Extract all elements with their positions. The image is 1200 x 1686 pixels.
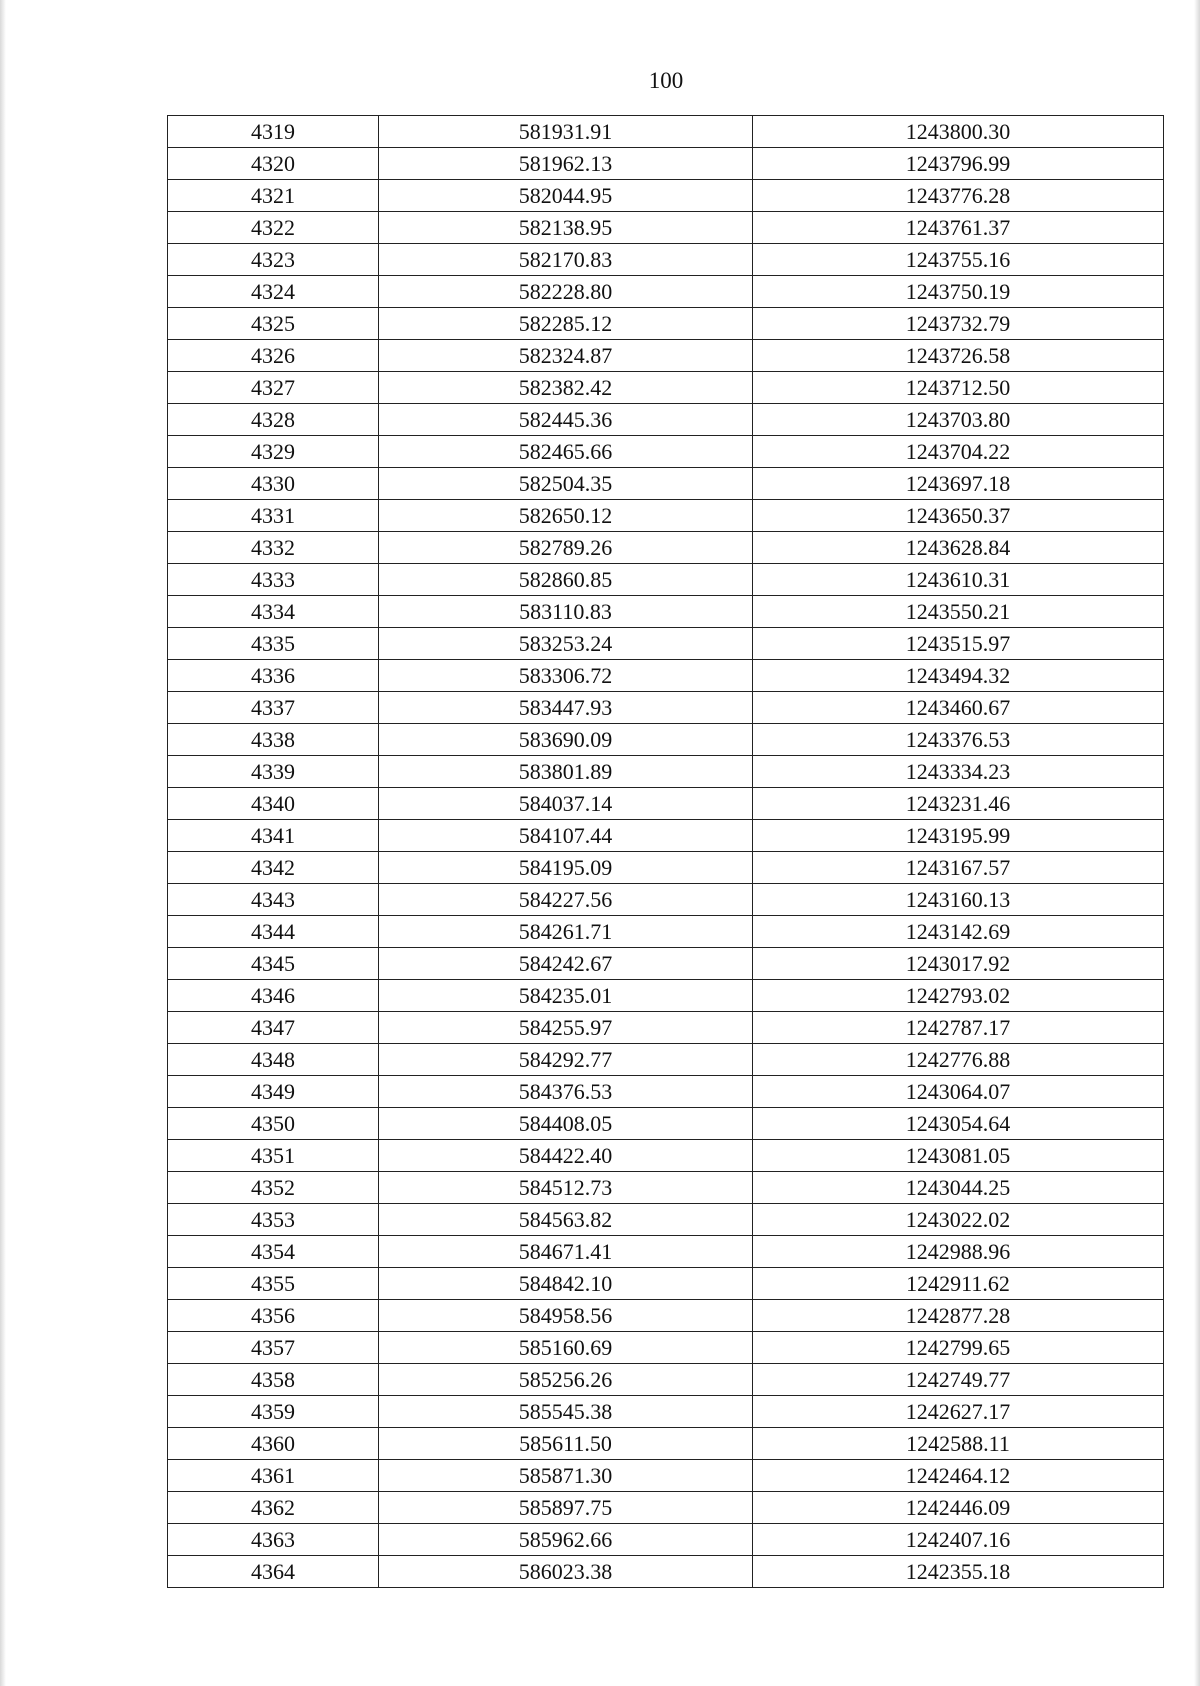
point-number-cell: 4348: [168, 1044, 379, 1076]
y-coordinate-cell: 1243750.19: [753, 276, 1164, 308]
x-coordinate-cell: 582860.85: [379, 564, 753, 596]
x-coordinate-cell: 585611.50: [379, 1428, 753, 1460]
table-row: [168, 468, 1164, 500]
y-coordinate-cell: 1243726.58: [753, 340, 1164, 372]
table-row: [168, 1460, 1164, 1492]
point-number-cell: 4332: [168, 532, 379, 564]
table-row: [168, 372, 1164, 404]
point-number-cell: 4350: [168, 1108, 379, 1140]
x-coordinate-cell: 581931.91: [379, 116, 753, 148]
x-coordinate-cell: 583447.93: [379, 692, 753, 724]
point-number-cell: 4347: [168, 1012, 379, 1044]
y-coordinate-cell: 1243650.37: [753, 500, 1164, 532]
x-coordinate-cell: 584227.56: [379, 884, 753, 916]
point-number-cell: 4321: [168, 180, 379, 212]
x-coordinate-cell: 584261.71: [379, 916, 753, 948]
x-coordinate-cell: 582138.95: [379, 212, 753, 244]
x-coordinate-cell: 581962.13: [379, 148, 753, 180]
point-number-cell: 4344: [168, 916, 379, 948]
y-coordinate-cell: 1243610.31: [753, 564, 1164, 596]
x-coordinate-cell: 582324.87: [379, 340, 753, 372]
point-number-cell: 4328: [168, 404, 379, 436]
point-number-cell: 4337: [168, 692, 379, 724]
point-number-cell: 4323: [168, 244, 379, 276]
x-coordinate-cell: 584422.40: [379, 1140, 753, 1172]
point-number-cell: 4361: [168, 1460, 379, 1492]
y-coordinate-cell: 1243494.32: [753, 660, 1164, 692]
table-row: [168, 596, 1164, 628]
x-coordinate-cell: 584512.73: [379, 1172, 753, 1204]
table-row: [168, 564, 1164, 596]
table-row: [168, 1204, 1164, 1236]
point-number-cell: 4334: [168, 596, 379, 628]
page-number: 100: [648, 68, 684, 93]
x-coordinate-cell: 582650.12: [379, 500, 753, 532]
y-coordinate-cell: 1243081.05: [753, 1140, 1164, 1172]
table-row: [168, 948, 1164, 980]
y-coordinate-cell: 1243231.46: [753, 788, 1164, 820]
y-coordinate-cell: 1243703.80: [753, 404, 1164, 436]
y-coordinate-cell: 1242877.28: [753, 1300, 1164, 1332]
y-coordinate-cell: 1243550.21: [753, 596, 1164, 628]
y-coordinate-cell: 1243064.07: [753, 1076, 1164, 1108]
x-coordinate-cell: 584376.53: [379, 1076, 753, 1108]
y-coordinate-cell: 1243697.18: [753, 468, 1164, 500]
y-coordinate-cell: 1243017.92: [753, 948, 1164, 980]
point-number-cell: 4360: [168, 1428, 379, 1460]
y-coordinate-cell: 1243022.02: [753, 1204, 1164, 1236]
table-row: [168, 1172, 1164, 1204]
point-number-cell: 4340: [168, 788, 379, 820]
y-coordinate-cell: 1243712.50: [753, 372, 1164, 404]
point-number-cell: 4353: [168, 1204, 379, 1236]
point-number-cell: 4362: [168, 1492, 379, 1524]
table-row: [168, 820, 1164, 852]
table-row: [168, 532, 1164, 564]
x-coordinate-cell: 585897.75: [379, 1492, 753, 1524]
y-coordinate-cell: 1242799.65: [753, 1332, 1164, 1364]
x-coordinate-cell: 585160.69: [379, 1332, 753, 1364]
table-row: [168, 1268, 1164, 1300]
point-number-cell: 4341: [168, 820, 379, 852]
y-coordinate-cell: 1242446.09: [753, 1492, 1164, 1524]
point-number-cell: 4342: [168, 852, 379, 884]
x-coordinate-cell: 584408.05: [379, 1108, 753, 1140]
table-row: [168, 1300, 1164, 1332]
y-coordinate-cell: 1243054.64: [753, 1108, 1164, 1140]
point-number-cell: 4358: [168, 1364, 379, 1396]
point-number-cell: 4322: [168, 212, 379, 244]
point-number-cell: 4331: [168, 500, 379, 532]
y-coordinate-cell: 1242464.12: [753, 1460, 1164, 1492]
table-row: [168, 852, 1164, 884]
point-number-cell: 4343: [168, 884, 379, 916]
y-coordinate-cell: 1243195.99: [753, 820, 1164, 852]
x-coordinate-cell: 583110.83: [379, 596, 753, 628]
table-row: [168, 1108, 1164, 1140]
point-number-cell: 4346: [168, 980, 379, 1012]
table-row: [168, 1012, 1164, 1044]
y-coordinate-cell: 1242355.18: [753, 1556, 1164, 1588]
table-row: [168, 1076, 1164, 1108]
table-row: [168, 1236, 1164, 1268]
x-coordinate-cell: 583306.72: [379, 660, 753, 692]
x-coordinate-cell: 584195.09: [379, 852, 753, 884]
x-coordinate-cell: 584958.56: [379, 1300, 753, 1332]
table-row: [168, 276, 1164, 308]
y-coordinate-cell: 1242588.11: [753, 1428, 1164, 1460]
x-coordinate-cell: 582789.26: [379, 532, 753, 564]
x-coordinate-cell: 582504.35: [379, 468, 753, 500]
table-row: [168, 148, 1164, 180]
point-number-cell: 4345: [168, 948, 379, 980]
table-row: [168, 660, 1164, 692]
table-row: [168, 1140, 1164, 1172]
table-row: [168, 180, 1164, 212]
point-number-cell: 4351: [168, 1140, 379, 1172]
y-coordinate-cell: 1243732.79: [753, 308, 1164, 340]
x-coordinate-cell: 584107.44: [379, 820, 753, 852]
point-number-cell: 4349: [168, 1076, 379, 1108]
table-row: [168, 756, 1164, 788]
x-coordinate-cell: 586023.38: [379, 1556, 753, 1588]
x-coordinate-cell: 584842.10: [379, 1268, 753, 1300]
y-coordinate-cell: 1242787.17: [753, 1012, 1164, 1044]
x-coordinate-cell: 582382.42: [379, 372, 753, 404]
point-number-cell: 4363: [168, 1524, 379, 1556]
y-coordinate-cell: 1243142.69: [753, 916, 1164, 948]
x-coordinate-cell: 584255.97: [379, 1012, 753, 1044]
y-coordinate-cell: 1243334.23: [753, 756, 1164, 788]
x-coordinate-cell: 582445.36: [379, 404, 753, 436]
point-number-cell: 4338: [168, 724, 379, 756]
table-row: [168, 212, 1164, 244]
point-number-cell: 4327: [168, 372, 379, 404]
point-number-cell: 4335: [168, 628, 379, 660]
y-coordinate-cell: 1243515.97: [753, 628, 1164, 660]
table-row: [168, 1332, 1164, 1364]
y-coordinate-cell: 1243776.28: [753, 180, 1164, 212]
point-number-cell: 4329: [168, 436, 379, 468]
y-coordinate-cell: 1243704.22: [753, 436, 1164, 468]
point-number-cell: 4359: [168, 1396, 379, 1428]
point-number-cell: 4333: [168, 564, 379, 596]
y-coordinate-cell: 1242407.16: [753, 1524, 1164, 1556]
x-coordinate-cell: 584292.77: [379, 1044, 753, 1076]
table-row: [168, 1492, 1164, 1524]
x-coordinate-cell: 582170.83: [379, 244, 753, 276]
x-coordinate-cell: 583253.24: [379, 628, 753, 660]
table-row: [168, 436, 1164, 468]
x-coordinate-cell: 585256.26: [379, 1364, 753, 1396]
point-number-cell: 4324: [168, 276, 379, 308]
y-coordinate-cell: 1243460.67: [753, 692, 1164, 724]
x-coordinate-cell: 584235.01: [379, 980, 753, 1012]
table-row: [168, 308, 1164, 340]
point-number-cell: 4354: [168, 1236, 379, 1268]
table-row: [168, 628, 1164, 660]
x-coordinate-cell: 584671.41: [379, 1236, 753, 1268]
table-row: [168, 692, 1164, 724]
point-number-cell: 4352: [168, 1172, 379, 1204]
point-number-cell: 4330: [168, 468, 379, 500]
y-coordinate-cell: 1243796.99: [753, 148, 1164, 180]
y-coordinate-cell: 1242793.02: [753, 980, 1164, 1012]
table-row: [168, 1364, 1164, 1396]
y-coordinate-cell: 1243800.30: [753, 116, 1164, 148]
y-coordinate-cell: 1242988.96: [753, 1236, 1164, 1268]
y-coordinate-cell: 1243755.16: [753, 244, 1164, 276]
x-coordinate-cell: 582228.80: [379, 276, 753, 308]
table-row: [168, 980, 1164, 1012]
y-coordinate-cell: 1243044.25: [753, 1172, 1164, 1204]
x-coordinate-cell: 583690.09: [379, 724, 753, 756]
table-row: [168, 724, 1164, 756]
x-coordinate-cell: 582465.66: [379, 436, 753, 468]
coordinate-table-body: [168, 116, 1164, 1588]
y-coordinate-cell: 1243160.13: [753, 884, 1164, 916]
scan-edge-left: [0, 0, 6, 1686]
table-row: [168, 244, 1164, 276]
y-coordinate-cell: 1242627.17: [753, 1396, 1164, 1428]
x-coordinate-cell: 585962.66: [379, 1524, 753, 1556]
y-coordinate-cell: 1243761.37: [753, 212, 1164, 244]
x-coordinate-cell: 582285.12: [379, 308, 753, 340]
table-row: [168, 404, 1164, 436]
table-row: [168, 340, 1164, 372]
x-coordinate-cell: 585871.30: [379, 1460, 753, 1492]
table-row: [168, 1396, 1164, 1428]
table-row: [168, 1044, 1164, 1076]
table-row: [168, 788, 1164, 820]
point-number-cell: 4320: [168, 148, 379, 180]
point-number-cell: 4339: [168, 756, 379, 788]
scan-edge-right: [1194, 0, 1200, 1686]
table-row: [168, 1524, 1164, 1556]
y-coordinate-cell: 1242749.77: [753, 1364, 1164, 1396]
y-coordinate-cell: 1243167.57: [753, 852, 1164, 884]
x-coordinate-cell: 585545.38: [379, 1396, 753, 1428]
point-number-cell: 4319: [168, 116, 379, 148]
point-number-cell: 4355: [168, 1268, 379, 1300]
table-row: [168, 916, 1164, 948]
table-row: [168, 500, 1164, 532]
table-row: [168, 116, 1164, 148]
point-number-cell: 4356: [168, 1300, 379, 1332]
x-coordinate-cell: 584037.14: [379, 788, 753, 820]
x-coordinate-cell: 584242.67: [379, 948, 753, 980]
point-number-cell: 4325: [168, 308, 379, 340]
coordinate-table: [167, 115, 1164, 1588]
x-coordinate-cell: 584563.82: [379, 1204, 753, 1236]
table-row: [168, 1556, 1164, 1588]
x-coordinate-cell: 582044.95: [379, 180, 753, 212]
y-coordinate-cell: 1243376.53: [753, 724, 1164, 756]
point-number-cell: 4364: [168, 1556, 379, 1588]
table-row: [168, 884, 1164, 916]
table-row: [168, 1428, 1164, 1460]
y-coordinate-cell: 1242776.88: [753, 1044, 1164, 1076]
y-coordinate-cell: 1242911.62: [753, 1268, 1164, 1300]
x-coordinate-cell: 583801.89: [379, 756, 753, 788]
point-number-cell: 4336: [168, 660, 379, 692]
y-coordinate-cell: 1243628.84: [753, 532, 1164, 564]
point-number-cell: 4357: [168, 1332, 379, 1364]
point-number-cell: 4326: [168, 340, 379, 372]
